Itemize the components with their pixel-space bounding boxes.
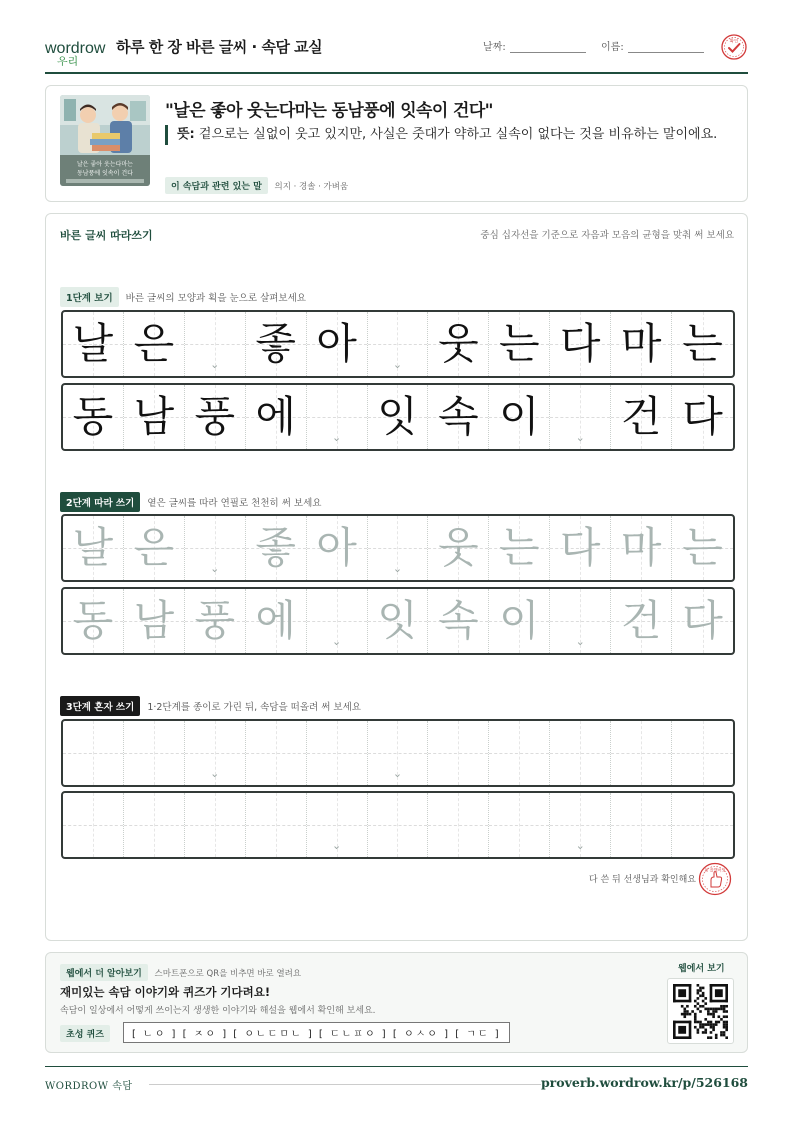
grid-cell[interactable]	[124, 589, 185, 653]
grid-cell[interactable]	[550, 516, 611, 580]
writing-practice-card	[45, 213, 748, 941]
svg-text:날은 좋아 웃는다마는: 날은 좋아 웃는다마는	[77, 161, 133, 168]
step1-row-2	[61, 383, 735, 451]
confirm-text: 다 쓴 뒤 선생님과 확인해요	[588, 875, 696, 885]
step3-row-2[interactable]	[61, 791, 735, 859]
proverb-illustration	[60, 95, 150, 186]
logo-text: wordrow	[45, 40, 106, 57]
space-mark-icon: ⌄	[210, 562, 220, 575]
grid-cell[interactable]	[550, 793, 611, 857]
step3-desc: 1·2단계를 종이로 가린 뒤, 속담을 떠올려 써 보세요	[147, 702, 361, 713]
web-info-card	[45, 952, 748, 1053]
name-label: 이름:	[601, 42, 624, 53]
grid-cell[interactable]	[63, 793, 124, 857]
date-label: 날짜:	[483, 42, 506, 53]
grid-cell	[124, 385, 185, 449]
grid-cell[interactable]	[307, 516, 368, 580]
grid-cell[interactable]	[489, 721, 550, 785]
proverb-text: "날은 좋아 웃는다마는 동남풍에 잇속이 건다"	[165, 101, 493, 121]
practice-char: 이	[499, 596, 540, 645]
practice-char: 마	[620, 319, 662, 368]
practice-char: 좋	[255, 523, 296, 572]
grid-cell	[246, 385, 307, 449]
check-seal-icon	[721, 34, 747, 60]
grid-cell[interactable]	[246, 793, 307, 857]
grid-cell	[428, 312, 489, 376]
step2-row-2[interactable]	[61, 587, 735, 655]
practice-char: 속	[438, 596, 479, 645]
grid-cell	[489, 312, 550, 376]
practice-char: 잇	[377, 596, 418, 645]
grid-cell[interactable]	[489, 793, 550, 857]
grid-cell[interactable]	[307, 589, 368, 653]
meaning-text: 겉으로는 실없이 웃고 있지만, 사실은 줏대가 약하고 실속이 없다는 것을 비유하는 말이에요.	[198, 127, 718, 142]
svg-text:동남풍에 잇속이 건다: 동남풍에 잇속이 건다	[77, 170, 133, 177]
grid-cell	[307, 385, 368, 449]
practice-char: 날	[72, 523, 114, 572]
practice-char: 아	[316, 523, 357, 572]
practice-char: 다	[559, 319, 601, 368]
practice-char: 마	[620, 523, 662, 572]
grid-cell[interactable]	[428, 721, 489, 785]
grid-cell	[307, 312, 368, 376]
grid-cell[interactable]	[246, 589, 307, 653]
space-mark-icon: ⌄	[331, 431, 342, 444]
space-mark-icon: ⌄	[392, 358, 403, 371]
practice-char: 이	[499, 392, 540, 441]
grid-cell	[672, 385, 733, 449]
practice-char: 날	[72, 319, 114, 368]
grid-cell[interactable]	[428, 793, 489, 857]
web-tag-row	[60, 964, 301, 981]
space-mark-icon: ⌄	[575, 431, 585, 444]
section-title: 바른 글씨 따라쓰기	[60, 229, 153, 242]
web-desc: 속담이 일상에서 어떻게 쓰이는지 생생한 이야기와 해설을 웹에서 확인해 보세요.	[60, 1006, 376, 1016]
practice-char: 에	[255, 392, 296, 441]
related-tag: 이 속담과 관련 있는 말	[165, 177, 268, 194]
grid-cell	[489, 385, 550, 449]
grid-cell[interactable]	[672, 516, 733, 580]
practice-char: 웃	[438, 319, 479, 368]
practice-char: 남	[133, 596, 175, 645]
space-mark-icon: ⌄	[392, 562, 403, 575]
grid-cell	[368, 385, 429, 449]
grid-cell[interactable]	[368, 793, 429, 857]
grid-cell[interactable]	[124, 721, 185, 785]
step3-tag: 3단계 혼자 쓰기	[60, 696, 140, 716]
web-title: 재미있는 속담 이야기와 퀴즈가 기다려요!	[60, 985, 271, 999]
space-mark-icon: ⌄	[392, 767, 403, 780]
space-mark-icon: ⌄	[575, 839, 585, 852]
grid-cell	[550, 312, 611, 376]
page-header	[45, 30, 748, 74]
grid-cell[interactable]	[550, 589, 611, 653]
related-words	[165, 177, 348, 194]
practice-char: 풍	[194, 392, 236, 441]
practice-char: 은	[133, 523, 175, 572]
practice-char: 건	[620, 392, 662, 441]
grid-cell[interactable]	[63, 589, 124, 653]
qr-label: 웹에서 보기	[678, 964, 725, 974]
grid-cell[interactable]	[672, 793, 733, 857]
step1-tag: 1단계 보기	[60, 287, 119, 307]
step1-row-1	[61, 310, 735, 378]
grid-cell[interactable]	[246, 516, 307, 580]
grid-cell[interactable]	[489, 516, 550, 580]
grid-cell[interactable]	[611, 721, 672, 785]
grid-cell[interactable]	[185, 589, 246, 653]
grid-cell	[185, 385, 246, 449]
page-footer	[45, 1066, 748, 1096]
date-field[interactable]	[483, 38, 586, 53]
practice-char: 잇	[377, 392, 418, 441]
related-words-text: 의지 · 경솔 · 가벼움	[274, 182, 349, 192]
practice-char: 동	[72, 596, 114, 645]
grid-cell[interactable]	[307, 793, 368, 857]
grid-cell[interactable]	[246, 721, 307, 785]
space-mark-icon: ⌄	[575, 635, 585, 648]
teacher-seal-icon	[698, 862, 732, 896]
practice-char: 다	[559, 523, 601, 572]
qr-code[interactable]	[667, 978, 734, 1044]
grid-cell[interactable]	[611, 589, 672, 653]
practice-char: 는	[682, 523, 723, 572]
practice-char: 웃	[438, 523, 479, 572]
name-field[interactable]	[601, 38, 704, 53]
grid-cell[interactable]	[611, 793, 672, 857]
step2-desc: 옅은 글씨를 따라 연필로 천천히 써 보세요	[147, 498, 322, 509]
section-hint: 중심 십자선을 기준으로 자음과 모음의 균형을 맞춰 써 보세요	[480, 230, 734, 241]
grid-cell	[368, 312, 429, 376]
grid-cell	[611, 312, 672, 376]
grid-cell	[672, 312, 733, 376]
grid-cell[interactable]	[550, 721, 611, 785]
practice-char: 풍	[194, 596, 236, 645]
qr-code-icon	[673, 984, 728, 1039]
practice-char: 에	[255, 596, 296, 645]
web-tag-desc: 스마트폰으로 QR을 비추면 바로 열려요	[154, 969, 302, 979]
step1-header	[60, 287, 306, 307]
practice-char: 다	[682, 596, 723, 645]
grid-cell	[124, 312, 185, 376]
step2-tag: 2단계 따라 쓰기	[60, 492, 140, 512]
grid-cell[interactable]	[672, 721, 733, 785]
practice-char: 속	[438, 392, 479, 441]
check-seal-text: 확인	[729, 39, 739, 45]
svg-text:우리: 우리	[57, 55, 79, 66]
space-mark-icon: ⌄	[210, 767, 220, 780]
practice-char: 동	[72, 392, 114, 441]
grid-cell[interactable]	[611, 516, 672, 580]
proverb-meaning	[165, 125, 725, 145]
space-mark-icon: ⌄	[331, 839, 342, 852]
grid-cell[interactable]	[307, 721, 368, 785]
space-mark-icon: ⌄	[331, 635, 342, 648]
practice-char: 는	[682, 319, 723, 368]
grid-cell[interactable]	[185, 721, 246, 785]
practice-char: 남	[133, 392, 175, 441]
grid-cell[interactable]	[368, 721, 429, 785]
grid-cell[interactable]	[185, 793, 246, 857]
grid-cell[interactable]	[63, 516, 124, 580]
practice-char: 는	[499, 319, 540, 368]
space-mark-icon: ⌄	[210, 358, 220, 371]
wordrow-logo	[45, 36, 109, 66]
footer-url[interactable]: proverb.wordrow.kr/p/526168	[540, 1075, 748, 1090]
footer-brand: WORDROW 속담	[45, 1081, 133, 1092]
grid-cell	[611, 385, 672, 449]
grid-cell[interactable]	[428, 589, 489, 653]
step3-row-1[interactable]	[61, 719, 735, 787]
grid-cell	[428, 385, 489, 449]
practice-char: 좋	[255, 319, 296, 368]
practice-char: 다	[682, 392, 723, 441]
grid-cell	[185, 312, 246, 376]
practice-char: 은	[133, 319, 175, 368]
practice-char: 아	[316, 319, 357, 368]
grid-cell[interactable]	[672, 589, 733, 653]
grid-cell[interactable]	[185, 516, 246, 580]
quiz-label: 초성 퀴즈	[60, 1025, 110, 1042]
web-tag: 웹에서 더 알아보기	[60, 964, 148, 981]
step2-header	[60, 492, 321, 512]
chosung-quiz	[60, 1022, 510, 1043]
proverb-card	[45, 85, 748, 202]
step3-header	[60, 696, 361, 716]
grid-cell[interactable]	[368, 516, 429, 580]
practice-char: 는	[499, 523, 540, 572]
step1-desc: 바른 글씨의 모양과 획을 눈으로 살펴보세요	[125, 293, 306, 304]
grid-cell[interactable]	[124, 516, 185, 580]
grid-cell	[63, 312, 124, 376]
step2-row-1[interactable]	[61, 514, 735, 582]
grid-cell[interactable]	[368, 589, 429, 653]
page-title: 하루 한 장 바른 글씨 · 속담 교실	[116, 38, 323, 56]
grid-cell	[550, 385, 611, 449]
teacher-seal-text: 참 잘했어요	[704, 867, 726, 873]
grid-cell	[246, 312, 307, 376]
grid-cell[interactable]	[63, 721, 124, 785]
practice-char: 건	[620, 596, 662, 645]
grid-cell	[63, 385, 124, 449]
quiz-box: [ ㄴㅇ ] [ ㅈㅇ ] [ ㅇㄴㄷㅁㄴ ] [ ㄷㄴㅍㅇ ] [ ㅇㅅㅇ ] [ ㄱㄷ ]	[123, 1022, 510, 1043]
grid-cell[interactable]	[428, 516, 489, 580]
footer-divider	[149, 1084, 541, 1085]
grid-cell[interactable]	[124, 793, 185, 857]
grid-cell[interactable]	[489, 589, 550, 653]
meaning-label: 뜻:	[177, 127, 195, 142]
